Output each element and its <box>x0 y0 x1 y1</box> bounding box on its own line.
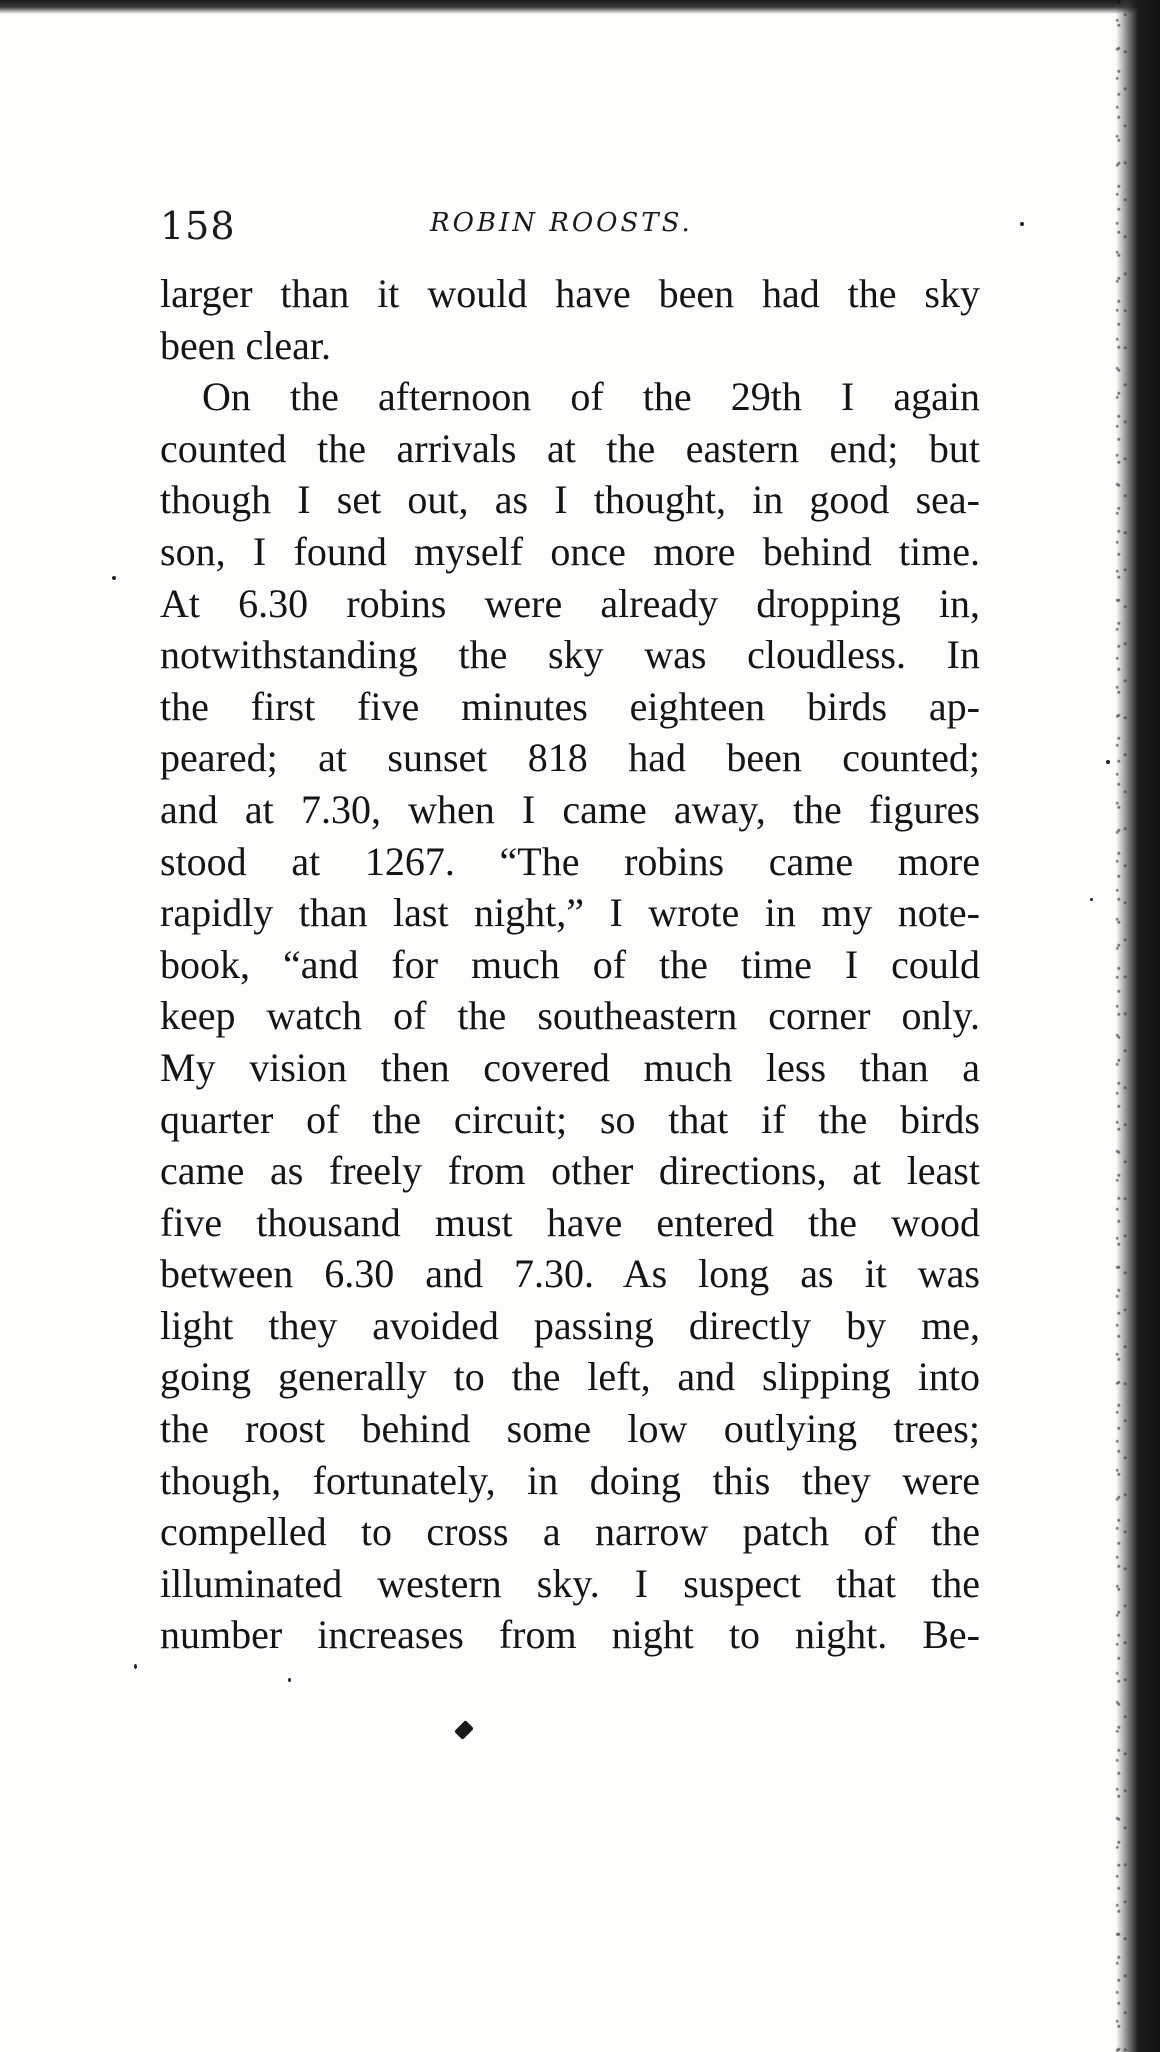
body-text <box>160 268 980 1661</box>
page-number: 158 <box>160 204 236 248</box>
text-line: number increases from night to night. Be- <box>160 1612 980 1658</box>
running-title: ROBIN ROOSTS. <box>430 208 693 238</box>
text-line: the roost behind some low outlying trees; <box>160 1406 980 1452</box>
text-line: On the afternoon of the 29th I again <box>202 374 980 420</box>
scan-speck <box>112 576 116 580</box>
scan-edge-speckle <box>1114 0 1130 2052</box>
scan-speck <box>134 1664 137 1669</box>
text-line: larger than it would have been had the sky <box>160 271 980 316</box>
text-line: going generally to the left, and slipping into <box>160 1354 980 1400</box>
ornament-mark <box>454 1720 474 1740</box>
text-line: At 6.30 robins were already dropping in, <box>160 580 980 626</box>
text-line: light they avoided passing directly by me, <box>160 1302 980 1348</box>
text-line: My vision then covered much less than a <box>160 1044 980 1090</box>
scan-speck <box>1106 760 1110 764</box>
text-line: quarter of the circuit; so that if the birds <box>160 1096 980 1142</box>
scan-speck <box>288 1678 291 1682</box>
text-line: compelled to cross a narrow patch of the <box>160 1509 980 1555</box>
text-line: five thousand must have entered the wood <box>160 1199 980 1245</box>
text-line: notwithstanding the sky was cloudless. In <box>160 632 980 678</box>
text-line: book, “and for much of the time I could <box>160 941 980 987</box>
text-line: and at 7.30, when I came away, the figures <box>160 786 980 832</box>
running-head <box>160 200 980 260</box>
scan-top-shadow <box>0 0 1160 14</box>
scan-speck <box>1090 898 1093 901</box>
text-line: peared; at sunset 818 had been counted; <box>160 735 980 781</box>
text-line: counted the arrivals at the eastern end; but <box>160 425 980 471</box>
text-line: came as freely from other directions, at least <box>160 1148 980 1194</box>
text-line: keep watch of the southeastern corner only. <box>160 993 980 1039</box>
text-line: though I set out, as I thought, in good sea- <box>160 477 980 523</box>
text-line: son, I found myself once more behind time. <box>160 528 980 574</box>
text-line: stood at 1267. “The robins came more <box>160 838 980 884</box>
scan-speck <box>1020 222 1024 226</box>
text-line: though, fortunately, in doing this they were <box>160 1457 980 1503</box>
text-line: illuminated western sky. I suspect that the <box>160 1560 980 1606</box>
text-line: the first five minutes eighteen birds ap- <box>160 683 980 729</box>
text-line: been clear. <box>160 322 331 368</box>
text-line: rapidly than last night,” I wrote in my note- <box>160 890 980 936</box>
text-line: between 6.30 and 7.30. As long as it was <box>160 1251 980 1297</box>
